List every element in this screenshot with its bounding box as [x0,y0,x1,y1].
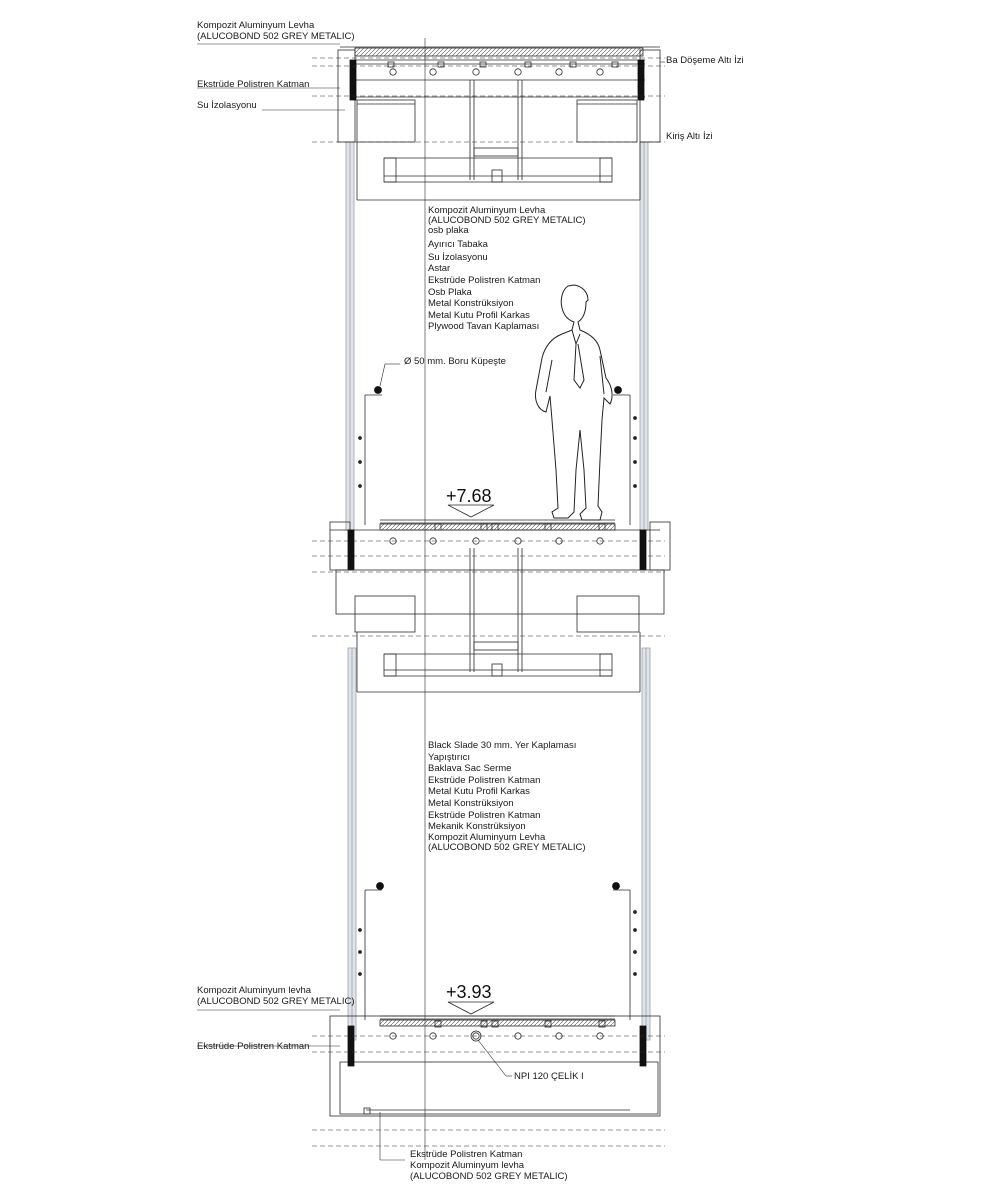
floor-layer: Ekstrüde Polistren Katman [428,809,541,821]
railing-bolt [359,951,362,954]
handrail-label: Ø 50 mm. Boru Küpeşte [404,356,506,367]
floor-layer: Yapıştırıcı [428,751,471,763]
floor-layer-list [428,740,586,853]
leader-line [478,1040,506,1076]
railing-bolt [634,485,637,488]
floor-layer: (ALUCOBOND 502 GREY METALIC) [428,841,586,853]
roof-layer: osb plaka [428,225,469,237]
beam-underside-label: Kiriş Altı İzi [666,131,713,142]
elevation-marker-lower [448,1002,494,1014]
handrail-tube [615,387,622,394]
elevation-upper: +7.68 [446,486,492,506]
top-waterproofing-label: Su İzolasyonu [197,100,257,111]
bottom-xps-label: Ekstrüde Polistren Katman [197,1041,310,1052]
roof-layer: Metal Kutu Profil Karkas [428,309,530,321]
steel-beam-label: NPI 120 ÇELİK I [514,1071,584,1082]
floor-frame-end [384,654,396,676]
railing-bolt [634,437,637,440]
lamp-housing [474,642,518,650]
railing-bolt [359,485,362,488]
railing-bolt [634,417,637,420]
roof-layer: Metal Konstrüksiyon [428,298,514,310]
railing-bolt [634,929,637,932]
railing-bolt [634,973,637,976]
top-xps-label: Ekstrüde Polistren Katman [197,79,310,90]
ceiling-frame-end [384,158,396,182]
railing-bolt [359,437,362,440]
steel-post [348,530,354,570]
floor-underside-label: Ba Döşeme Altı İzi [666,55,744,66]
roof-layer: Astar [428,263,451,275]
base-layer-list [410,1149,568,1182]
railing-bolt [634,911,637,914]
roof-bolt [556,69,562,75]
roof-cladding [355,48,643,56]
floor-layer: Black Slade 30 mm. Yer Kaplaması [428,740,577,751]
floor-structure-band [336,570,664,614]
floor-layer: Mekanik Konstrüksiyon [428,821,526,833]
railing-bolt [359,973,362,976]
floor-layer: Kompozit Aluminyum Levha [428,831,546,843]
handrail-tube [613,883,620,890]
base-layer: Kompozit Aluminyum levha [410,1160,525,1171]
roof-layer: Kompozit Aluminyum Levha [428,205,546,216]
roof-layer: Plywood Tavan Kaplaması [428,321,540,333]
roof-bolt [597,69,603,75]
floor-layer-band [380,524,615,530]
railing-bolt [359,461,362,464]
roof-layer: Su İzolasyonu [428,251,488,263]
roof-layer-list [428,206,586,333]
railing-bolt [634,951,637,954]
roof-bolt [430,69,436,75]
base-layer: Ekstrüde Polistren Katman [410,1149,523,1160]
roof-layer: Osb Plaka [428,286,472,298]
leader-line [380,364,385,386]
floor-layer: Baklava Sac Serme [428,763,512,775]
railing-bolt [634,461,637,464]
elevation-lower: +3.93 [446,982,492,1002]
ceiling-box-right [577,100,637,142]
top-cladding-label: Kompozit Aluminyum Levha (ALUCOBOND 502 GREY METALIC) [197,20,355,42]
steel-post [640,530,646,570]
railing-bolt [359,929,362,932]
roof-layer: Ayırıcı Tabaka [428,238,488,250]
roof-bolt [390,69,396,75]
base-layer: (ALUCOBOND 502 GREY METALIC) [410,1171,568,1182]
roof-layer: Ekstrüde Polistren Katman [428,274,541,286]
roof-layer: (ALUCOBOND 502 GREY METALIC) [428,214,586,226]
floor-right-edge [650,522,670,570]
roof-bolt [473,69,479,75]
steel-post [348,1026,354,1066]
handrail-tube [377,883,384,890]
floor-layer: Ekstrüde Polistren Katman [428,774,541,786]
floor-layer: Metal Kutu Profil Karkas [428,786,530,798]
base-inner [340,1062,658,1114]
roof-bolt [515,69,521,75]
ceiling-frame-end [600,158,612,182]
floor-frame-end [600,654,612,676]
lamp-housing [474,148,518,156]
base-box [330,1016,660,1116]
base-clip [364,1108,370,1114]
steel-post [640,1026,646,1066]
bottom-cladding-label: Kompozit Aluminyum levha (ALUCOBOND 502 GREY METALIC) [197,985,355,1007]
handrail-tube [375,387,382,394]
ceiling-box-left [357,100,415,142]
floor-layer: Metal Konstrüksiyon [428,797,514,809]
